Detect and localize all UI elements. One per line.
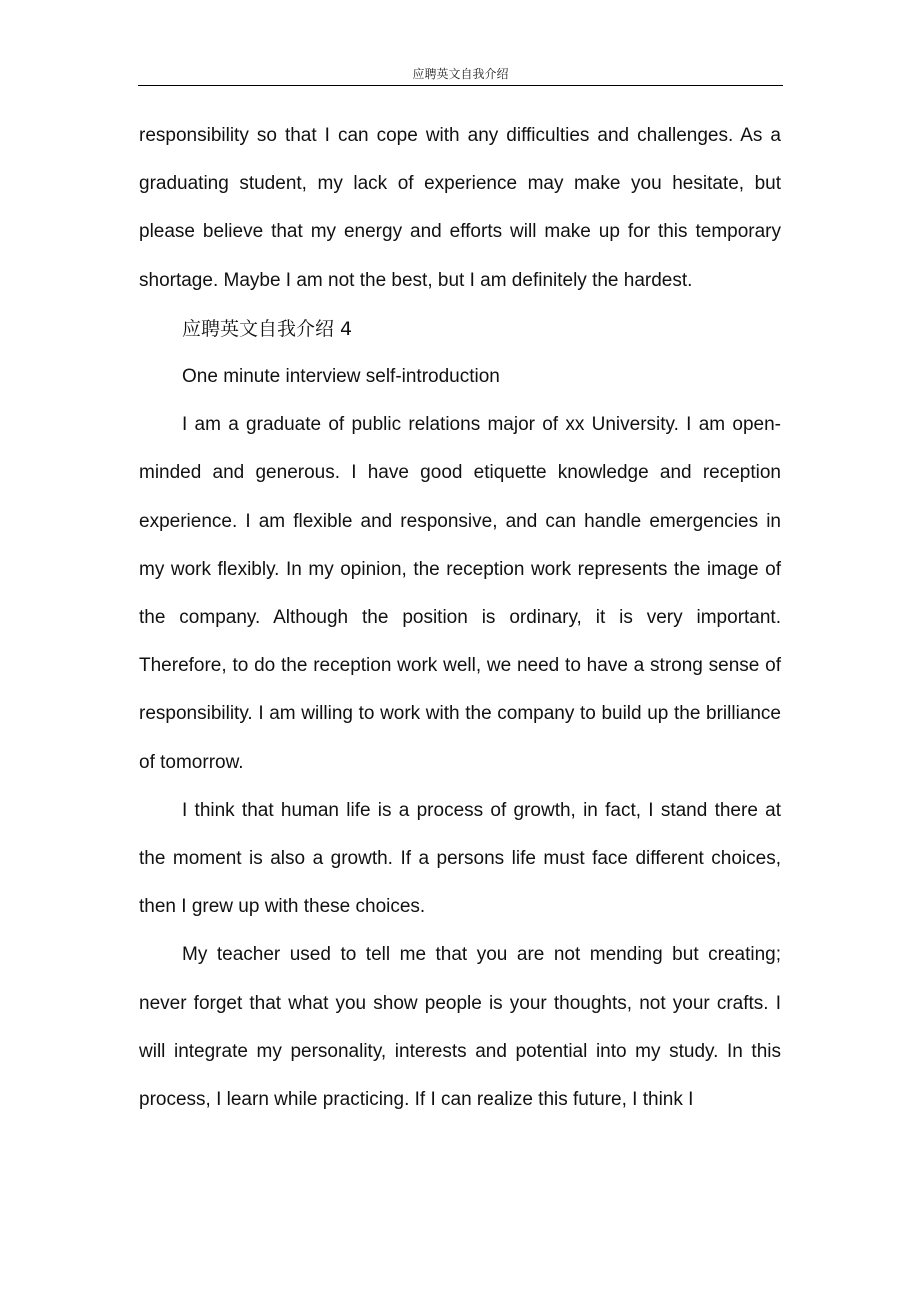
paragraph-growth: I think that human life is a process of growth, in fact, I stand there at the moment is also a growth. If a persons life must face different choices, then I grew up with these choices. [139,799,781,918]
section-heading: 应聘英文自我介绍 4 [182,317,353,340]
page-header-title: 应聘英文自我介绍 [412,67,509,81]
paragraph-continuation: responsibility so that I can cope with any difficulties and challenges. As a graduating student, my lack of experience may make you hesitate, but please believe that my energy and efforts will make up for this temporary shortage. Maybe I am not the best, but I am definitely the hardest. [139,125,781,291]
section-subtitle: One minute interview self-introduction [182,366,500,388]
paragraph-intro: I am a graduate of public relations major of xx University. I am open-minded and generous. I have good etiquette knowledge and reception experience. I am flexible and responsive, and can handle emergencies in my work flexibly. In my opinion, the reception work represents the image of the company. Although the position is ordinary, it is very important. Therefore, to do the reception work well, we need to have a strong sense of responsibility. I am willing to work with the company to build up the brilliance of tomorrow. [139,414,781,773]
document-body [139,112,781,1124]
paragraph-teacher: My teacher used to tell me that you are not mending but creating; never forget that what you show people is your thoughts, not your crafts. I will integrate my personality, interests and potential into my study. In this process, I learn while practicing. If I can realize this future, I think I [139,944,781,1111]
header-divider [138,85,783,86]
